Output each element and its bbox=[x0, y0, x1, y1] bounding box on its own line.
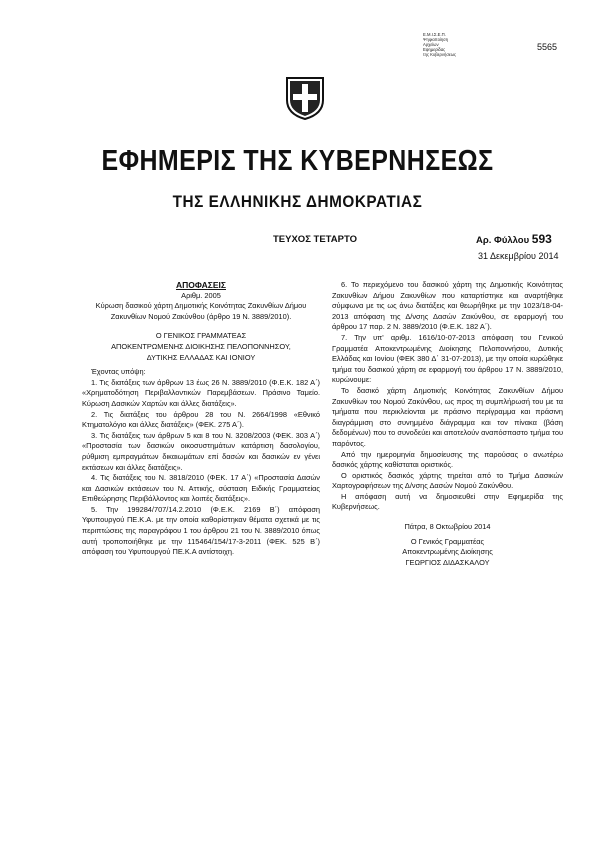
issue-series: ΤΕΥΧΟΣ ΤΕΤΑΡΤΟ bbox=[273, 234, 357, 245]
decision-subject: Κύρωση δασικού χάρτη Δημοτικής Κοινότητας Ζακυνθίων Δήμου Ζακυνθίων Νομού Ζακύνθου (άρθρο 19 Ν. 3889/2010). bbox=[95, 301, 307, 321]
authority-line: ΑΠΟΚΕΝΤΡΩΜΕΝΗΣ ΔΙΟΙΚΗΣΗΣ ΠΕΛΟΠΟΝΝΗΣΟΥ, bbox=[111, 341, 291, 351]
authority-line: ΔΥΤΙΚΗΣ ΕΛΛΑΔΑΣ ΚΑΙ ΙΟΝΙΟΥ bbox=[146, 352, 256, 362]
publication-order: Η απόφαση αυτή να δημοσιευθεί στην Εφημερίδα της Κυβερνήσεως. bbox=[332, 491, 563, 512]
gazette-title: ΕΦΗΜΕΡΙΣ ΤΗΣ ΚΥΒΕΡΝΗΣΕΩΣ bbox=[101, 145, 494, 177]
signatory-line: Ο Γενικός Γραμματέας bbox=[410, 536, 485, 546]
stamp-line: Εφημερίδας bbox=[423, 47, 446, 52]
consideration-paragraph: 3. Τις διατάξεις των άρθρων 5 και 8 του Ν. 3208/2003 (ΦΕΚ. 303 Α΄) «Προστασία των δασικών οικοσυστημάτων κατάρτιση δασολογίου, ρύθμιση εμπραγμάτων δικαιωμάτων επί δασών και δασικών εν γένει εκτάσεων και άλλες διατάξεις». bbox=[82, 430, 320, 472]
page-number: 5565 bbox=[537, 42, 558, 52]
stamp-line: Ε.Μ.Ι.Σ.Ε.Π. bbox=[423, 32, 446, 37]
digitization-stamp bbox=[423, 32, 463, 57]
right-column bbox=[332, 280, 563, 568]
place-date: Πάτρα, 8 Οκτωβρίου 2014 bbox=[404, 522, 491, 532]
issue-number bbox=[476, 232, 552, 246]
decision-number: Αριθμ. 2005 bbox=[181, 290, 221, 300]
stamp-line: Ψηφιοποίηση bbox=[423, 37, 449, 42]
consideration-paragraph: 2. Τις διατάξεις του άρθρου 28 του Ν. 2664/1998 «Εθνικό Κτηματολόγιο και άλλες διατάξεις» (ΦΕΚ. 275 Α΄). bbox=[82, 409, 320, 430]
issue-number-label: Αρ. Φύλλου bbox=[476, 235, 530, 246]
authority-line: Ο ΓΕΝΙΚΟΣ ΓΡΑΜΜΑΤΕΑΣ bbox=[155, 331, 247, 341]
section-heading: ΑΠΟΦΑΣΕΙΣ bbox=[175, 280, 226, 290]
decision-paragraph: Από την ημερομηνία δημοσίευσης της παρούσας ο ανωτέρω δασικός χάρτης καθίσταται οριστικός. bbox=[332, 449, 563, 470]
stamp-line: της Κυβερνήσεως bbox=[423, 52, 457, 57]
issue-date: 31 Δεκεμβρίου 2014 bbox=[478, 251, 559, 261]
consideration-paragraph: 6. Το περιεχόμενο του δασικού χάρτη της Δημοτικής Κοινότητας Ζακυνθίων Δήμου Ζακυνθίων που καταρτίστηκε και αναρτήθηκε σύμφωνα με τις ως άνω διατάξεις και θεωρήθηκε με την 1023/18-04-2013 απόφαση της Δ/νσης Δασών Ζακύνθου, σε εφαρμογή του άρθρου 17 παρ. 2 Ν. 3889/2010 (Φ.Ε.Κ. 182 Α΄). bbox=[332, 280, 563, 332]
signatory-line: Αποκεντρωμένης Διοίκησης bbox=[402, 547, 493, 557]
decision-paragraph: Το δασικό χάρτη Δημοτικής Κοινότητας Ζακυνθίων Δήμου Ζακυνθίων του Νομού Ζακύνθου, ως προς τη συμπλήρωσή του με τα τμήματα που περικλείονται με πράσινο περίγραμμα και πράσινη διαγράμμιση στο συνημμένο διάγραμμα και τον πίνακα (βάση δεδομένων) που το συνοδεύει και αποτελούν αναπόσπαστο τμήμα του παρόντος. bbox=[332, 385, 563, 448]
consideration-paragraph: 4. Τις διατάξεις του Ν. 3818/2010 (ΦΕΚ. 17 Α΄) «Προστασία Δασών και Δασικών εκτάσεων του Ν. Αττικής, σύσταση Ειδικής Γραμματείας Επιθεώρησης Περιβάλλοντος και λοιπές διατάξεις». bbox=[82, 473, 320, 504]
coat-of-arms-icon bbox=[285, 76, 325, 120]
consideration-paragraph: 1. Τις διατάξεις των άρθρων 13 έως 26 Ν. 3889/2010 (Φ.Ε.Κ. 182 Α΄) «Χρηματοδότηση Περιβαλλοντικών Παρεμβάσεων. Πράσινο Ταμείο. Κύρωση Δασικών Χαρτών και άλλες διατάξεις». bbox=[82, 377, 320, 408]
decision-paragraph: Ο οριστικός δασικός χάρτης τηρείται από το Τμήμα Δασικών Χαρτογραφήσεων της Δ/νσης Δασών Νομού Ζακύνθου. bbox=[332, 470, 563, 491]
gazette-subtitle: ΤΗΣ ΕΛΛΗΝΙΚΗΣ ΔΗΜΟΚΡΑΤΙΑΣ bbox=[172, 192, 423, 211]
issue-number-value: 593 bbox=[531, 232, 552, 246]
consideration-paragraph: 7. Την υπ' αριθμ. 1616/10-07-2013 απόφαση του Γενικού Γραμματέα Αποκεντρωμένης Διοίκησης Πελοποννήσου, Δυτικής Ελλάδας και Ιονίου (ΦΕΚ 380 Δ΄ 31-07-2013), με την οποία κυρώθηκε τμήμα του δασικού χάρτη σε εφαρμογή του άρθρου 17 Ν. 3889/2010, κυρώνουμε: bbox=[332, 332, 563, 385]
considerations-intro: Έχοντας υπόψη: bbox=[91, 367, 146, 377]
left-column bbox=[82, 280, 320, 558]
consideration-paragraph: 5. Την 199284/707/14.2.2010 (Φ.Ε.Κ. 2169 Β΄) απόφαση Υφυπουργού ΠΕ.Κ.Α. με την οποία καθορίστηκαν θέματα σχετικά με τις περιπτώσεις της παραγράφου 1 του άρθρου 21 του Ν. 3889/2010 όπως αυτή τροποποιήθηκε με την 115464/154/17-3-2011 (ΦΕΚ. 525 Β΄) απόφαση του Υφυπουργού ΠΕ.Κ.Α αντίστοιχη. bbox=[82, 504, 320, 557]
stamp-line: Αρχείων bbox=[423, 42, 439, 47]
signatory-name: ΓΕΩΡΓΙΟΣ ΔΙΔΑΣΚΑΛΟΥ bbox=[405, 557, 490, 567]
